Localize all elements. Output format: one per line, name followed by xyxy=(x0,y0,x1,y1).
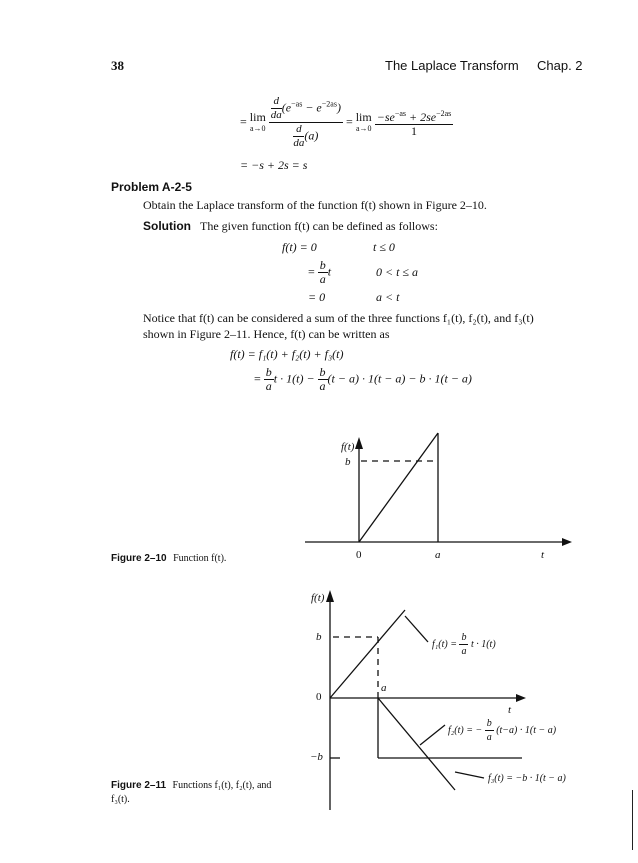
f11-t-arrow xyxy=(516,694,526,702)
piecewise-cond-3: a < t xyxy=(376,290,400,304)
piecewise-row-3: = 0 xyxy=(308,290,326,304)
page-number: 38 xyxy=(111,58,124,73)
sum-equation-1: f(t) = f₁(t) + f₂(t) + f₃(t) xyxy=(230,347,344,361)
f11-zero-label: 0 xyxy=(316,691,322,703)
f10-a-label: a xyxy=(435,549,441,561)
solution-label: Solution xyxy=(143,219,191,233)
f10-b-label: b xyxy=(345,456,351,468)
figure-2-10-caption: Figure 2–10 Function f(t). xyxy=(111,553,227,564)
chapter-title: The Laplace Transform xyxy=(385,58,519,73)
scan-edge-line xyxy=(632,790,633,850)
piecewise-row-2: = $\frac{b}{a}$ t xyxy=(308,258,332,286)
f11-f1-ramp xyxy=(330,610,405,698)
figure-2-11-caption-2: f₃(t). xyxy=(111,794,130,805)
f11-f3-label: f₃(t) = −b · 1(t − a) xyxy=(488,773,566,784)
limit-equation: = lim a→0 $\frac{d}{da}$ $(e^{-as} - e^{-2as})$ $\frac{d}{da}$ (a) = lim a→0 $\frac{-se^{-as} + 2se^{-2as}}{1}$ xyxy=(240,95,452,149)
f11-f2-ramp xyxy=(378,698,455,790)
sum-equation-2: = $\frac{b}{a}$ t · 1(t) − $\frac{b}{a}$ (t − a) · 1(t − a) − b · 1(t − a) xyxy=(254,365,472,393)
f11-f1-label: f₁(t) = $\frac{b}{a}$ t · 1(t) xyxy=(432,632,496,657)
problem-heading: Problem A-2-5 xyxy=(111,180,192,194)
f11-f3-pointer xyxy=(455,772,484,778)
f11-f2-pointer xyxy=(420,725,445,745)
f10-origin-label: 0 xyxy=(356,549,362,561)
derivative-fraction: $\frac{-se^{-as} + 2se^{-2as}}{1}$ xyxy=(376,109,452,138)
piecewise-row-1: f(t) = 0 xyxy=(282,240,317,254)
piecewise-cond-2: 0 < t ≤ a xyxy=(376,265,419,279)
f10-t-label: t xyxy=(541,549,545,561)
f11-neg-b-label: −b xyxy=(310,751,323,763)
chapter-label: Chap. 2 xyxy=(537,58,583,73)
lim-operator: lim a→0 xyxy=(249,109,266,133)
solution-line: Solution The given function f(t) can be defined as follows: xyxy=(143,219,438,233)
f11-t-label: t xyxy=(508,704,512,716)
f11-f1-pointer xyxy=(405,616,428,642)
piecewise-cond-1: t ≤ 0 xyxy=(373,240,395,254)
notice-line-1: Notice that f(t) can be considered a sum of the three functions f₁(t), f₂(t), and f₃(t) xyxy=(143,311,534,325)
f11-y-arrow xyxy=(326,590,334,602)
lhospital-fraction: $\frac{d}{da}$ $(e^{-as} - e^{-2as})$ $\frac{d}{da}$ (a) xyxy=(270,95,341,149)
figure-2-11-caption: Figure 2–11 Functions f₁(t), f₂(t), and xyxy=(111,780,272,791)
f11-f2-label: f₂(t) = − $\frac{b}{a}$ (t−a) · 1(t − a) xyxy=(448,718,557,743)
notice-line-2: shown in Figure 2–11. Hence, f(t) can be written as xyxy=(143,327,390,341)
limit-result: = −s + 2s = s xyxy=(240,158,308,172)
f10-y-label: f(t) xyxy=(341,441,355,453)
f11-b-label: b xyxy=(316,631,322,643)
f11-y-label: f(t) xyxy=(311,592,325,604)
f11-a-label: a xyxy=(381,682,387,694)
problem-statement: Obtain the Laplace transform of the function f(t) shown in Figure 2–10. xyxy=(143,198,487,212)
